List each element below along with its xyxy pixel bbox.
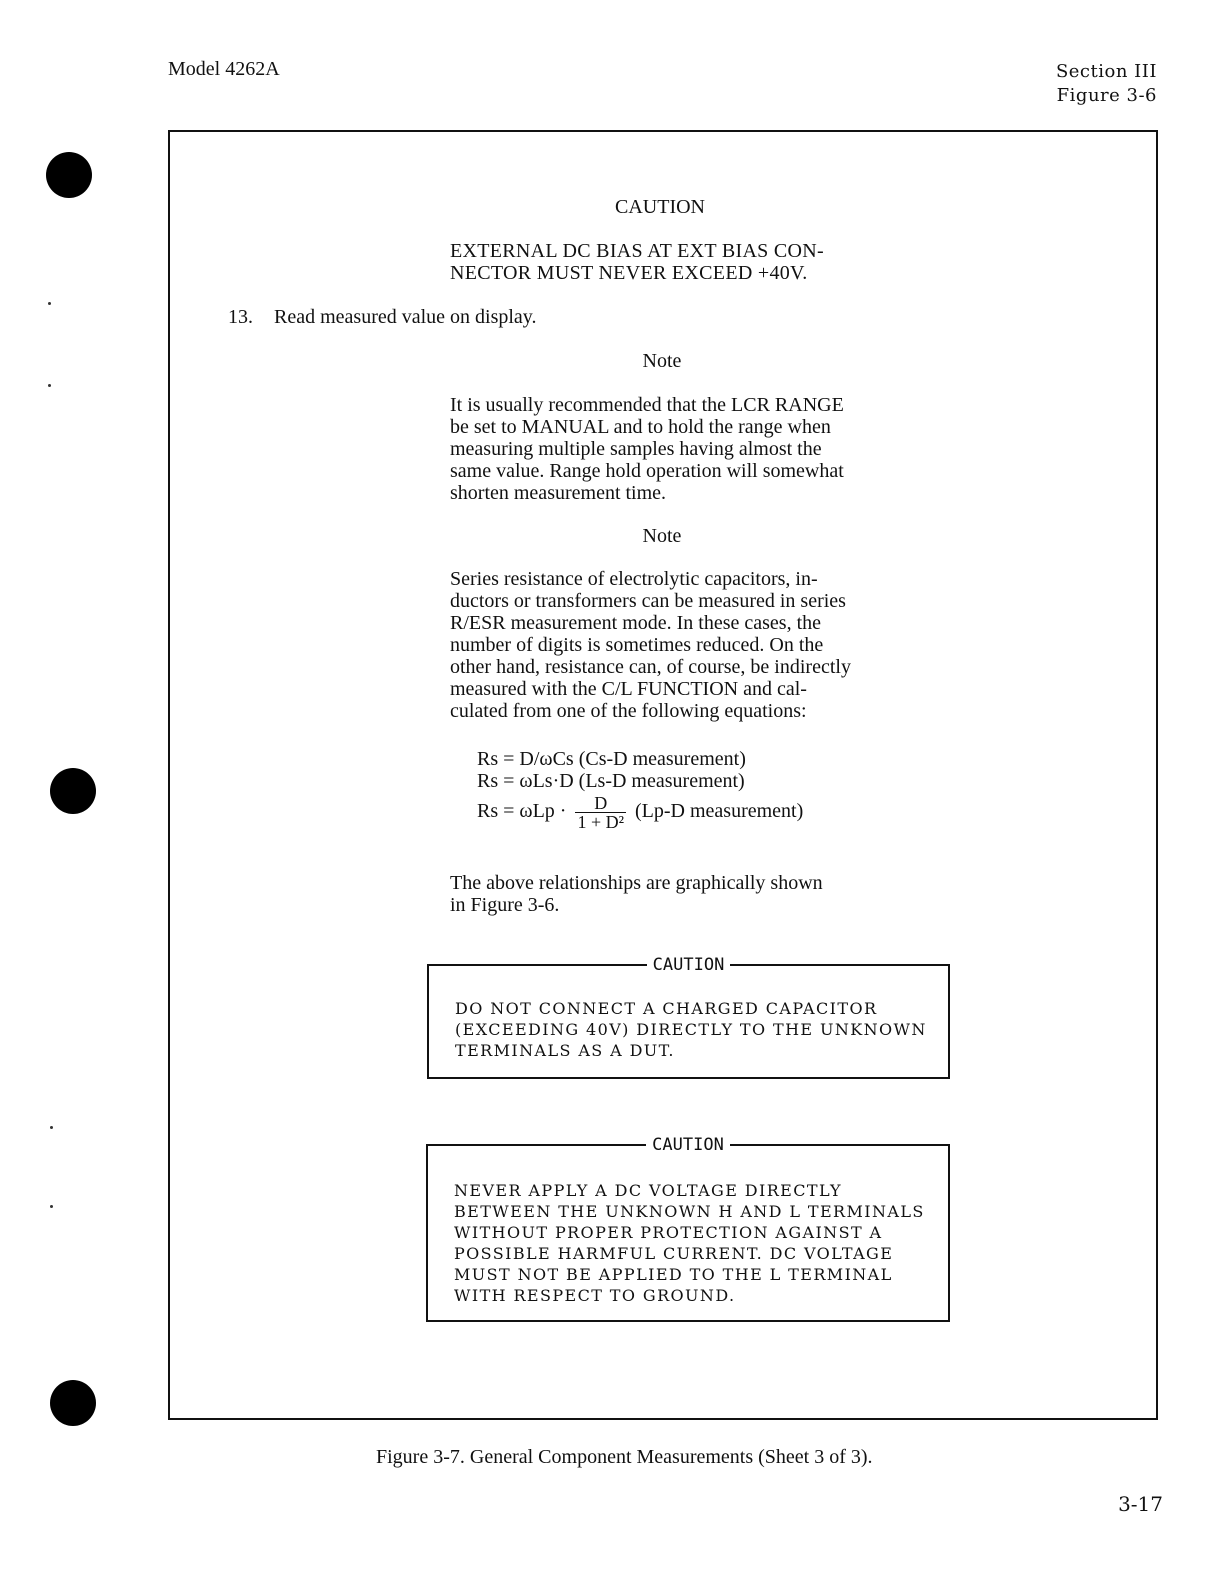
note-line: R/ESR measurement mode. In these cases, the — [450, 612, 822, 634]
note-title: Note — [642, 525, 682, 547]
speck — [48, 302, 51, 305]
caution-box-title-text: CAUTION — [647, 955, 731, 975]
note-line: other hand, resistance can, of course, be indirectly — [450, 656, 851, 678]
figure-caption: Figure 3-7. General Component Measurements (Sheet 3 of 3). — [376, 1446, 873, 1468]
binder-hole-top — [46, 152, 92, 198]
section-label: Section III — [1055, 61, 1157, 82]
note-line: shorten measurement time. — [450, 482, 667, 504]
caution-box-title — [428, 1133, 948, 1157]
note-line: Series resistance of electrolytic capacitors, in- — [450, 568, 818, 590]
binder-hole-bottom — [50, 1380, 96, 1426]
note-line: same value. Range hold operation will somewhat — [450, 460, 844, 482]
equation-lp-d-prefix: Rs = ωLp · — [477, 800, 567, 823]
note-line: It is usually recommended that the LCR RANGE — [450, 394, 844, 416]
caution-line: EXTERNAL DC BIAS AT EXT BIAS CON- — [450, 240, 824, 262]
note-line: culated from one of the following equations: — [450, 700, 807, 722]
note-line: be set to MANUAL and to hold the range when — [450, 416, 831, 438]
equation-ls-d: Rs = ωLs·D (Ls-D measurement) — [477, 770, 745, 792]
relationship-line: in Figure 3-6. — [450, 894, 560, 916]
equation-cs-d: Rs = D/ωCs (Cs-D measurement) — [477, 748, 746, 770]
caution-box-dc-voltage — [426, 1135, 950, 1322]
step-text: Read measured value on display. — [274, 306, 537, 328]
caution-line: NECTOR MUST NEVER EXCEED +40V. — [450, 262, 808, 284]
caution-box-title — [429, 953, 948, 977]
note-line: number of digits is sometimes reduced. On the — [450, 634, 824, 656]
caution-box-title-text: CAUTION — [646, 1135, 730, 1155]
equation-lp-d-suffix: (Lp-D measurement) — [635, 800, 804, 823]
note-1-body — [450, 394, 930, 504]
page-number: 3-17 — [1118, 1492, 1163, 1516]
model-label: Model 4262A — [168, 58, 280, 80]
fraction-denominator: 1 + D² — [577, 812, 624, 832]
fraction — [575, 794, 626, 831]
speck — [50, 1205, 53, 1208]
note-title: Note — [642, 350, 682, 372]
note-line: measured with the C/L FUNCTION and cal- — [450, 678, 807, 700]
note-line: measuring multiple samples having almost the — [450, 438, 822, 460]
speck — [48, 384, 51, 387]
caution-box-text: NEVER APPLY A DC VOLTAGE DIRECTLY BETWEEN THE UNKNOWN H AND L TERMINALS WITHOUT PROPER PROTECTION AGAINST A POSSIBLE HARMFUL CURRENT. DC VOLTAGE MUST NOT BE APPLIED TO THE L TERMINAL WITH RESPECT TO GROUND. — [454, 1181, 925, 1305]
caution-text — [450, 240, 950, 284]
fraction-numerator: D — [575, 794, 626, 813]
figure-ref-label: Figure 3-6 — [1056, 85, 1157, 106]
section-header — [1056, 60, 1157, 108]
caution-title: CAUTION — [615, 196, 705, 218]
binder-hole-middle — [50, 768, 96, 814]
step-number: 13. — [228, 306, 253, 328]
equation-lp-d — [477, 794, 803, 831]
relationship-line: The above relationships are graphically shown — [450, 872, 823, 894]
relationship-text — [450, 872, 930, 916]
note-2-body — [450, 568, 930, 722]
caution-box-capacitor — [427, 955, 950, 1079]
note-line: ductors or transformers can be measured in series — [450, 590, 846, 612]
speck — [50, 1126, 53, 1129]
caution-box-text: DO NOT CONNECT A CHARGED CAPACITOR (EXCEEDING 40V) DIRECTLY TO THE UNKNOWN TERMINALS AS A DUT. — [455, 999, 927, 1060]
